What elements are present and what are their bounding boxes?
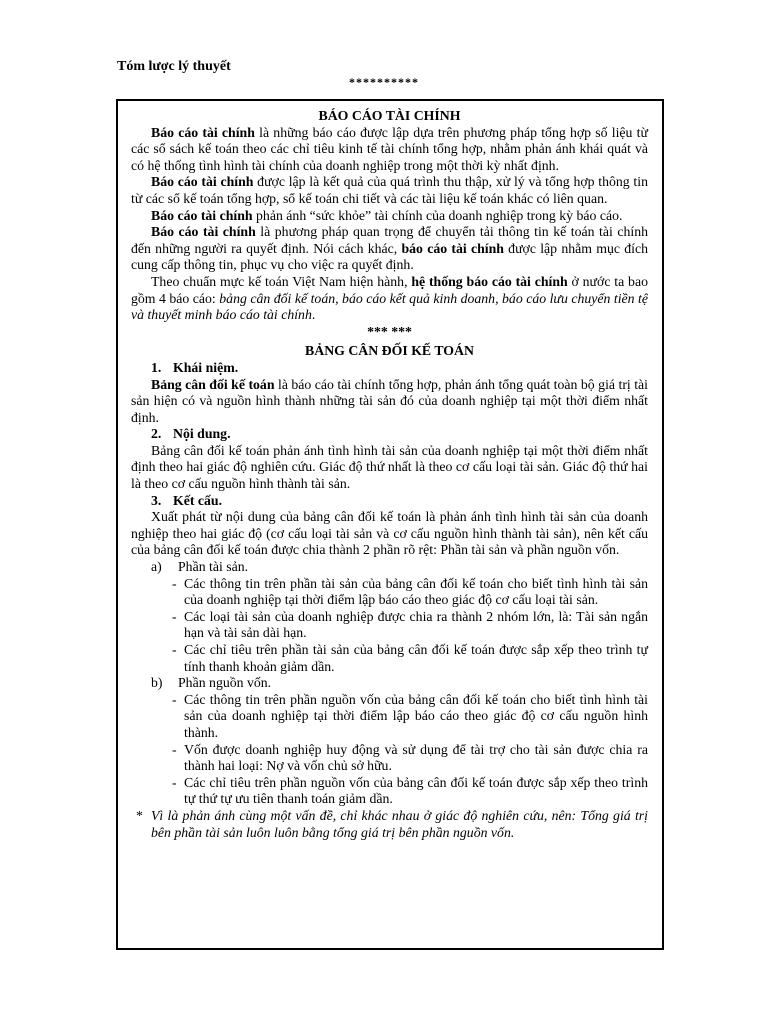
asset-bullet-list xyxy=(131,576,648,676)
subsection-title: Kết cấu. xyxy=(173,492,223,508)
list-item: - Các chỉ tiêu trên phần nguồn vốn của bảng cân đối kế toán được sắp xếp theo trình tự thứ tự ưu tiên thanh toán giảm dần. xyxy=(172,775,648,808)
content-box xyxy=(116,99,664,950)
paragraph xyxy=(131,274,648,324)
paragraph-text: là báo cáo tài chính tổng hợp, phản ánh tổng quát toàn bộ giá trị tài sản hiện có và nguồn hình thành những tài sản đó của doanh nghiệp tại một thời điểm nhất định. xyxy=(131,376,649,425)
bold-term: Bảng cân đối kế toán xyxy=(151,376,275,392)
list-item: - Các thông tin trên phần nguồn vốn của bảng cân đối kế toán cho biết tình hình tài sản của doanh nghiệp tại thời điểm lập báo cáo theo giác độ cơ cấu nguồn hình thành. xyxy=(172,692,648,742)
page-header-title: Tóm lược lý thuyết xyxy=(117,59,231,74)
bold-term: báo cáo tài chính xyxy=(401,240,504,256)
sublist-heading-capital xyxy=(151,675,648,692)
list-item: - Các chỉ tiêu trên phần tài sản của bảng cân đối kế toán được sắp xếp theo trình tự tính thanh khoản giảm dần. xyxy=(172,642,648,675)
paragraph-text: được lập nhằm mục đích cung cấp thông tin, phục vụ cho việc ra quyết định. xyxy=(131,240,648,273)
sublist-label: b) xyxy=(151,675,163,691)
italic-text: bảng cân đối kế toán, báo cáo kết quả kinh doanh, báo cáo lưu chuyển tiền tệ và thuyết minh báo cáo tài chính xyxy=(131,290,649,323)
subsection-number: 2. xyxy=(151,426,162,442)
sublist-title: Phần tài sản. xyxy=(178,559,249,575)
sublist-label: a) xyxy=(151,559,162,575)
list-item: - Các loại tài sản của doanh nghiệp được chia ra thành 2 nhóm lớn, là: Tài sản ngắn hạn và tài sản dài hạn. xyxy=(172,609,648,642)
capital-bullet-list xyxy=(131,692,648,808)
paragraph xyxy=(131,377,648,427)
subsection-title: Nội dung. xyxy=(173,426,231,442)
paragraph xyxy=(131,224,648,274)
sublist-title: Phần nguồn vốn. xyxy=(178,675,272,691)
paragraph-text: phản ánh “sức khỏe” tài chính của doanh nghiệp trong kỳ báo cáo. xyxy=(252,207,623,223)
section-heading-bctc: BÁO CÁO TÀI CHÍNH xyxy=(318,108,461,123)
paragraph-text: . xyxy=(311,307,316,323)
paragraph-text: Theo chuẩn mực kế toán Việt Nam hiện hành, xyxy=(151,273,412,289)
section-separator: *** *** xyxy=(367,323,412,339)
bold-term: Báo cáo tài chính xyxy=(151,224,256,240)
section-heading-bcdkt: BẢNG CÂN ĐỐI KẾ TOÁN xyxy=(305,343,474,359)
bold-term: hệ thống báo cáo tài chính xyxy=(411,273,568,289)
paragraph-text: được lập là kết quả của quá trình thu thập, xử lý và tổng hợp thông tin từ các sổ kế toán tổng hợp, sổ kế toán chi tiết và các tài liệu kế toán khác có liên quan. xyxy=(131,174,648,206)
paragraph xyxy=(131,174,648,207)
subsection-title: Khái niệm. xyxy=(173,359,239,375)
note-text: Vì là phản ánh cùng một vấn đề, chỉ khác nhau ở giác độ nghiên cứu, nên: Tổng giá trị bên phần tài sản luôn luôn bằng tổng giá trị bên phần nguồn vốn. xyxy=(151,807,648,840)
paragraph xyxy=(131,208,648,225)
list-item: - Vốn được doanh nghiệp huy động và sử dụng để tài trợ cho tài sản được chia ra thành hai loại: Nợ và vốn chủ sở hữu. xyxy=(172,742,648,775)
subsection-heading xyxy=(151,493,648,510)
paragraph-text: là những báo cáo được lập dựa trên phương pháp tổng hợp số liệu từ các sổ sách kế toán theo các chỉ tiêu kinh tế tài chính tổng hợp, nhằm phản ánh khái quát và có hệ thống tình hình tài chính của doanh nghiệp trong một thời kỳ nhất định. xyxy=(131,124,648,173)
paragraph: Xuất phát từ nội dung của bảng cân đối kế toán là phản ánh tình hình tài sản của doanh nghiệp theo hai giác độ (cơ cấu loại tài sản và cơ cấu nguồn hình thành tài sản), nên kết cấu của bảng cân đối kế toán được chia thành 2 phần rõ rệt: Phần tài sản và phần nguồn vốn. xyxy=(131,509,648,558)
subsection-heading xyxy=(151,426,648,443)
subsection-heading xyxy=(151,360,648,377)
bold-term: Báo cáo tài chính xyxy=(151,124,255,140)
note xyxy=(131,808,648,841)
paragraph-text: là phương pháp quan trọng để chuyển tải thông tin kế toán tài chính đến những người ra quyết định. Nói cách khác, xyxy=(131,224,648,256)
list-item: - Các thông tin trên phần tài sản của bảng cân đối kế toán cho biết tình hình tài sản của doanh nghiệp tại thời điểm lập báo cáo theo giác độ cơ cấu loại tài sản. xyxy=(172,576,648,609)
paragraph xyxy=(131,125,648,175)
bold-term: Báo cáo tài chính xyxy=(151,207,253,223)
header-separator: ********** xyxy=(349,75,419,89)
paragraph-text: ở nước ta bao gồm 4 báo cáo: xyxy=(131,273,648,306)
sublist-heading-assets xyxy=(151,559,648,576)
bold-term: Báo cáo tài chính xyxy=(151,174,254,190)
subsection-number: 1. xyxy=(151,359,162,375)
paragraph: Bảng cân đối kế toán phản ánh tình hình tài sản của doanh nghiệp tại một thời điểm nhất định theo hai giác độ nghiên cứu. Giác độ thứ nhất là theo cơ cấu loại tài sản. Giác độ thứ hai là theo cơ cấu nguồn hình thành tài sản. xyxy=(131,442,648,492)
note-mark: * xyxy=(136,807,143,823)
subsection-number: 3. xyxy=(151,492,162,508)
